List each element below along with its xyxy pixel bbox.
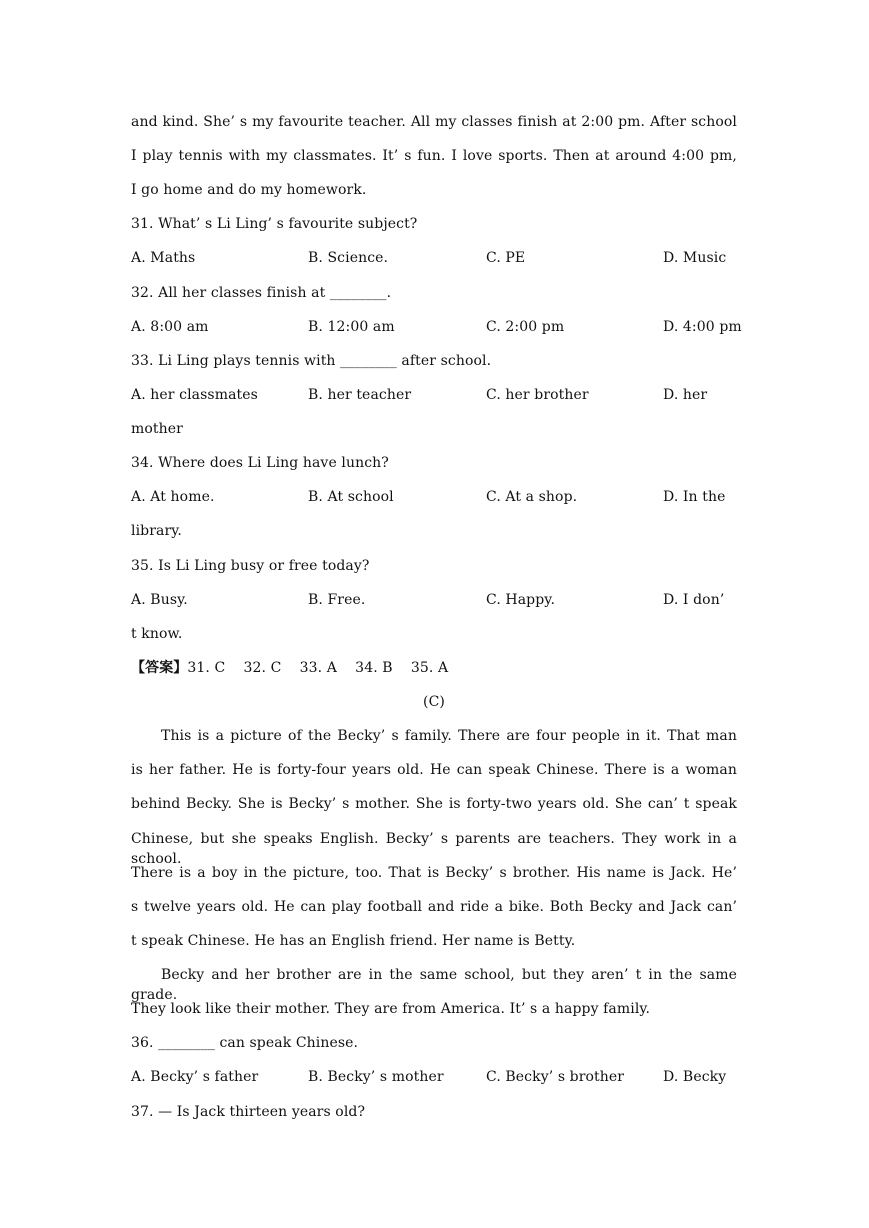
option-a: A. At home. — [131, 489, 215, 505]
passage-line: s twelve years old. He can play football and ride a bike. Both Becky and Jack can’ — [131, 899, 737, 915]
passage-line: This is a picture of the Becky’ s family. There are four people in it. That man — [161, 728, 737, 744]
option-d: D. I don’ — [663, 592, 725, 608]
option-c: C. Happy. — [486, 592, 555, 608]
question-34-stem: 34. Where does Li Ling have lunch? — [131, 455, 389, 471]
option-c: C. her brother — [486, 387, 589, 403]
question-32-options — [131, 317, 742, 337]
passage-line: They look like their mother. They are from America. It’ s a happy family. — [131, 1001, 651, 1017]
answer-label: 【答案】 — [131, 660, 188, 676]
passage-line: and kind. She’ s my favourite teacher. All my classes finish at 2:00 pm. After school — [131, 114, 737, 130]
answer-key — [131, 658, 737, 678]
question-36-stem: 36. ________ can speak Chinese. — [131, 1035, 359, 1051]
option-d: D. Music — [663, 250, 727, 266]
passage-line: There is a boy in the picture, too. That is Becky’ s brother. His name is Jack. He’ — [131, 865, 737, 881]
option-c: C. PE — [486, 250, 526, 266]
passage-line: Chinese, but she speaks English. Becky’ s parents are teachers. They work in a school. — [131, 831, 737, 867]
option-b: B. her teacher — [308, 387, 412, 403]
passage-line: Becky and her brother are in the same school, but they aren’ t in the same grade. — [131, 967, 737, 1003]
option-a: A. 8:00 am — [131, 319, 209, 335]
question-31-stem: 31. What’ s Li Ling’ s favourite subject? — [131, 216, 418, 232]
passage-line: behind Becky. She is Becky’ s mother. She is forty-two years old. She can’ t speak — [131, 796, 737, 812]
passage-line: is her father. He is forty-four years old. He can speak Chinese. There is a woman — [131, 762, 737, 778]
question-32-stem: 32. All her classes finish at ________. — [131, 285, 392, 301]
option-a: A. her classmates — [131, 387, 258, 403]
passage-line: t speak Chinese. He has an English friend. Her name is Betty. — [131, 933, 576, 949]
option-c: C. 2:00 pm — [486, 319, 565, 335]
option-c: C. At a shop. — [486, 489, 578, 505]
option-b: B. Becky’ s mother — [308, 1069, 444, 1085]
answer-text: 31. C 32. C 33. A 34. B 35. A — [187, 660, 449, 676]
question-33-stem: 33. Li Ling plays tennis with ________ after school. — [131, 353, 492, 369]
question-36-options — [131, 1067, 737, 1087]
option-a: A. Busy. — [131, 592, 188, 608]
passage-line: I go home and do my homework. — [131, 182, 367, 198]
question-37-stem: 37. — Is Jack thirteen years old? — [131, 1104, 366, 1120]
option-d-continued: library. — [131, 523, 182, 539]
option-a: A. Becky’ s father — [131, 1069, 259, 1085]
option-d: D. In the — [663, 489, 726, 505]
option-d: D. Becky — [663, 1069, 727, 1085]
option-a: A. Maths — [131, 250, 196, 266]
question-34-options — [131, 487, 737, 507]
option-d-continued: t know. — [131, 626, 183, 642]
option-c: C. Becky’ s brother — [486, 1069, 625, 1085]
option-b: B. At school — [308, 489, 394, 505]
question-35-stem: 35. Is Li Ling busy or free today? — [131, 558, 370, 574]
option-d: D. 4:00 pm — [663, 319, 742, 335]
passage-line: I play tennis with my classmates. It’ s fun. I love sports. Then at around 4:00 pm, — [131, 148, 737, 164]
option-b: B. Free. — [308, 592, 366, 608]
question-31-options — [131, 248, 737, 268]
question-33-options — [131, 385, 737, 405]
option-d: D. her — [663, 387, 708, 403]
option-d-continued: mother — [131, 421, 183, 437]
question-35-options — [131, 590, 737, 610]
section-heading: (C) — [423, 694, 445, 710]
option-b: B. Science. — [308, 250, 389, 266]
option-b: B. 12:00 am — [308, 319, 395, 335]
